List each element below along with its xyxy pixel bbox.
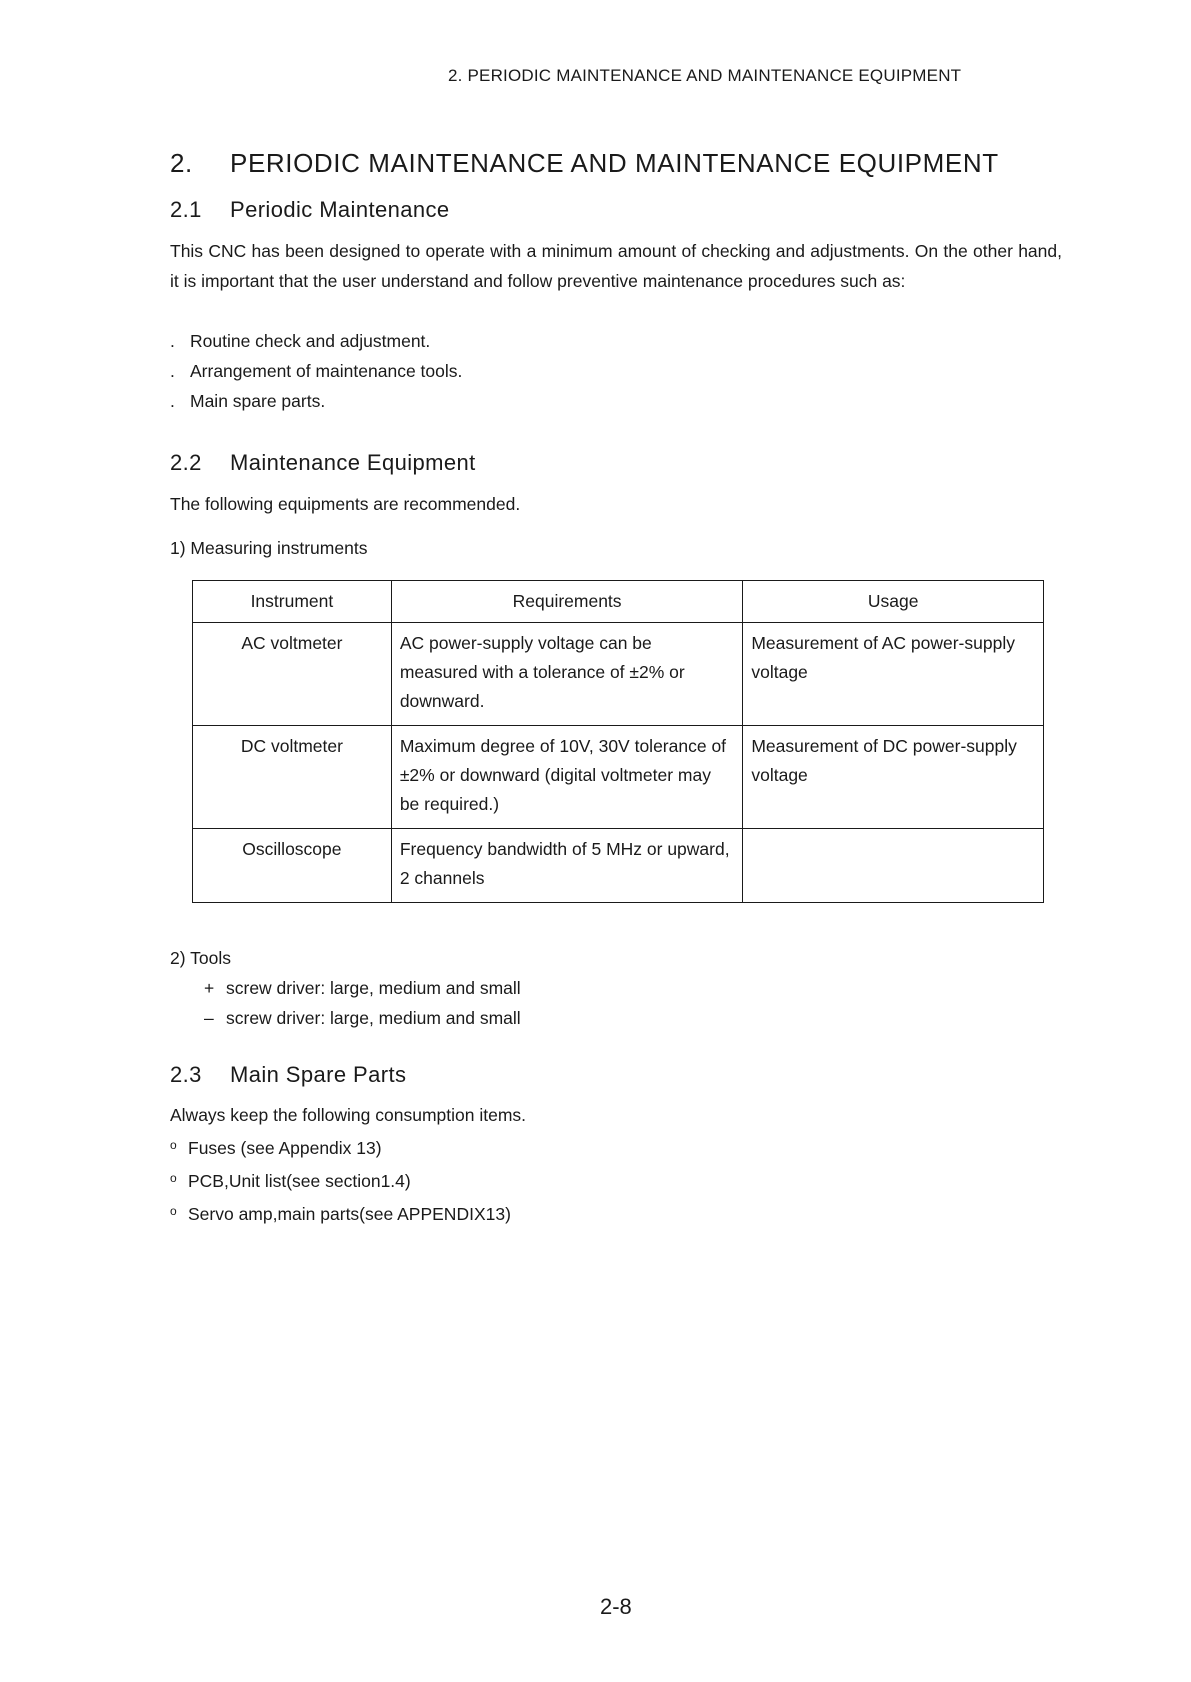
section-2-2-heading bbox=[170, 450, 476, 476]
list-item-text: Servo amp,main parts(see APPENDIX13) bbox=[188, 1204, 511, 1224]
table-row bbox=[193, 623, 1044, 726]
list-bullet: . bbox=[170, 331, 175, 351]
list-item bbox=[170, 1003, 521, 1033]
table-row bbox=[193, 726, 1044, 829]
section-number: 2.1 bbox=[170, 197, 202, 222]
list-item bbox=[170, 1163, 511, 1196]
tools-list bbox=[170, 943, 521, 1033]
list-item-text: screw driver: large, medium and small bbox=[226, 978, 521, 998]
section-number: 2.3 bbox=[170, 1062, 202, 1087]
running-header: 2. PERIODIC MAINTENANCE AND MAINTENANCE EQUIPMENT bbox=[448, 66, 962, 85]
section-2-1-paragraph: This CNC has been designed to operate with a minimum amount of checking and adjustments. On the other hand, it is important that the user understand and follow preventive maintenance procedures such as: bbox=[170, 241, 1062, 291]
list-item bbox=[170, 356, 462, 386]
list-item-text: Routine check and adjustment. bbox=[190, 331, 431, 351]
usage-cell: Measurement of DC power-supply voltage bbox=[743, 726, 1044, 829]
spare-parts-list bbox=[170, 1130, 511, 1229]
list-item-text: screw driver: large, medium and small bbox=[226, 1008, 521, 1028]
section-title: Main Spare Parts bbox=[230, 1062, 407, 1087]
column-header-usage: Usage bbox=[743, 581, 1044, 623]
usage-cell bbox=[743, 829, 1044, 903]
section-2-3-heading bbox=[170, 1062, 406, 1088]
chapter-number: 2. bbox=[170, 148, 193, 178]
list-bullet: . bbox=[170, 361, 175, 381]
instrument-table bbox=[192, 580, 1044, 903]
maintenance-procedure-list bbox=[170, 326, 462, 416]
list-item bbox=[170, 1130, 511, 1163]
list-item bbox=[170, 1196, 511, 1229]
degree-bullet: o bbox=[170, 1138, 177, 1152]
column-header-instrument: Instrument bbox=[193, 581, 392, 623]
degree-bullet: o bbox=[170, 1204, 177, 1218]
measuring-instruments-label: 1) Measuring instruments bbox=[170, 538, 368, 558]
tools-label: 2) Tools bbox=[170, 948, 231, 968]
chapter-heading bbox=[170, 148, 999, 179]
list-item-text: PCB,Unit list(see section1.4) bbox=[188, 1171, 411, 1191]
list-item bbox=[170, 326, 462, 356]
plus-screwdriver-mark: + bbox=[204, 978, 215, 998]
requirements-cell: Frequency bandwidth of 5 MHz or upward, 2 channels bbox=[391, 829, 743, 903]
list-item-text: Arrangement of maintenance tools. bbox=[190, 361, 463, 381]
minus-screwdriver-mark: – bbox=[204, 1008, 214, 1028]
page-number: 2-8 bbox=[600, 1594, 632, 1619]
table-header-row bbox=[193, 581, 1044, 623]
degree-bullet: o bbox=[170, 1171, 177, 1185]
list-item-text: Fuses (see Appendix 13) bbox=[188, 1138, 382, 1158]
section-2-1-heading bbox=[170, 197, 450, 223]
chapter-title: PERIODIC MAINTENANCE AND MAINTENANCE EQUIPMENT bbox=[230, 148, 999, 178]
requirements-cell: AC power-supply voltage can be measured with a tolerance of ±2% or downward. bbox=[391, 623, 743, 726]
usage-cell: Measurement of AC power-supply voltage bbox=[743, 623, 1044, 726]
requirements-cell: Maximum degree of 10V, 30V tolerance of ±2% or downward (digital voltmeter may be required.) bbox=[391, 726, 743, 829]
table-row bbox=[193, 829, 1044, 903]
instrument-cell: Oscilloscope bbox=[193, 829, 392, 903]
section-title: Periodic Maintenance bbox=[230, 197, 450, 222]
section-2-3-intro: Always keep the following consumption items. bbox=[170, 1105, 527, 1125]
section-2-2-intro: The following equipments are recommended. bbox=[170, 494, 521, 514]
section-title: Maintenance Equipment bbox=[230, 450, 476, 475]
column-header-requirements: Requirements bbox=[391, 581, 743, 623]
instrument-cell: DC voltmeter bbox=[193, 726, 392, 829]
list-item bbox=[170, 386, 462, 416]
section-number: 2.2 bbox=[170, 450, 202, 475]
instrument-cell: AC voltmeter bbox=[193, 623, 392, 726]
list-item bbox=[170, 973, 521, 1003]
list-bullet: . bbox=[170, 391, 175, 411]
list-item-text: Main spare parts. bbox=[190, 391, 326, 411]
